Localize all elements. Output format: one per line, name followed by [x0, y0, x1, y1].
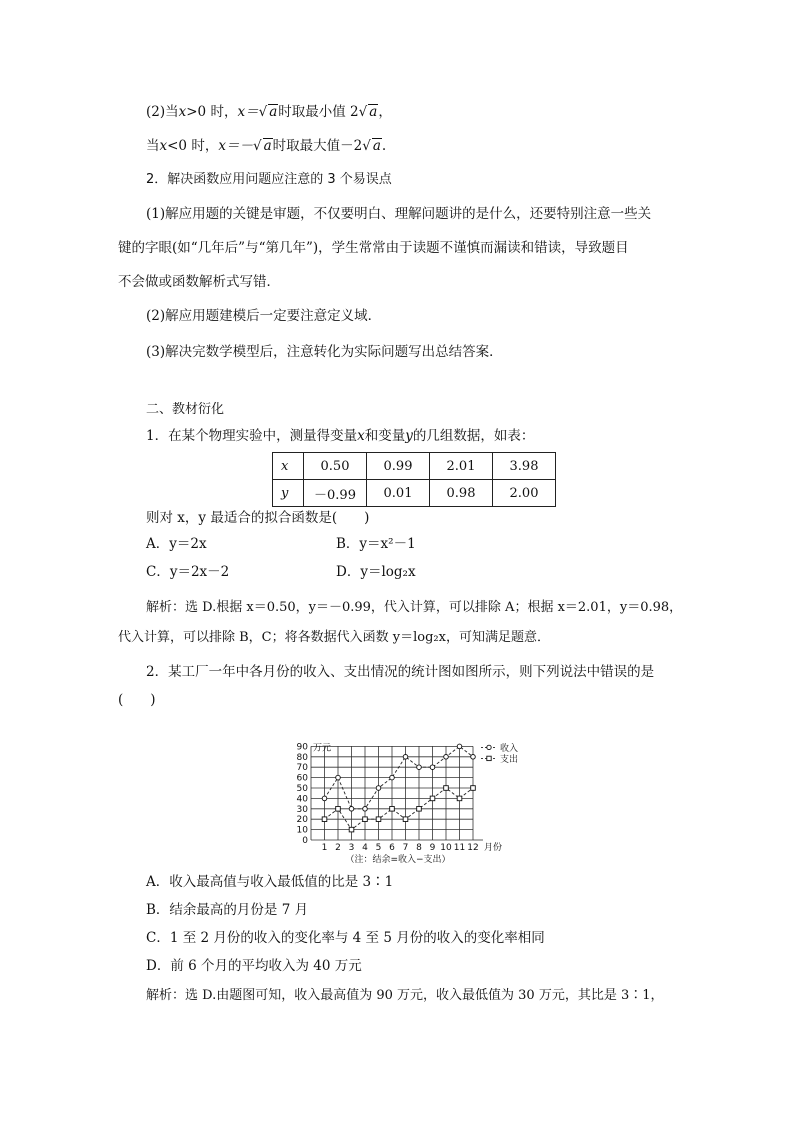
expense-point: [430, 796, 435, 801]
option-b: B．y＝x²－1: [336, 536, 416, 552]
item3-prefix: 当: [146, 138, 160, 154]
x-tick-label: 5: [375, 843, 382, 853]
question-1-stem: [146, 426, 684, 446]
legend-circle-marker: [487, 745, 491, 749]
legend-label: 支出: [500, 754, 519, 765]
option-d: D．y＝log₂x: [336, 564, 416, 580]
sqrt-sign: √: [252, 138, 262, 154]
legend-square-marker: [487, 756, 491, 760]
expense-point: [349, 827, 354, 832]
table-cell: 0.01: [367, 480, 430, 507]
question-1-solution-line-2: 代入计算，可以排除 B，C；将各数据代入函数 y＝log₂x，可知满足题意．: [118, 630, 550, 645]
q1-post: 的几组数据，如表：: [412, 428, 535, 444]
expense-point: [363, 817, 368, 822]
item2-end: ，: [378, 104, 392, 120]
y-tick-label: 30: [296, 804, 308, 815]
question-1-solution-line-1: 解析：选 D.根据 x＝0.50，y＝－0.99，代入计算，可以排除 A；根据 x＝2.01，y＝0.98，: [146, 600, 683, 615]
x-tick-label: 8: [416, 843, 422, 853]
x-tick-label: 1: [321, 843, 328, 853]
expense-point: [417, 807, 422, 812]
item3-root: a: [263, 138, 272, 154]
item3-eq: x＝－: [218, 138, 253, 154]
item2-line: [146, 102, 684, 122]
expense-point: [403, 817, 408, 822]
table-row: [273, 480, 556, 507]
income-point: [471, 755, 476, 760]
expense-point: [390, 807, 395, 812]
income-point: [403, 755, 408, 760]
expense-point: [376, 817, 381, 822]
item3-max-root: a: [372, 138, 381, 154]
income-point: [390, 775, 395, 780]
item2-var: x: [178, 104, 187, 120]
expense-point: [322, 817, 327, 822]
y-tick-label: 60: [296, 773, 308, 784]
income-point: [349, 807, 354, 812]
option-c: C．1 至 2 月份的收入的变化率与 4 至 5 月份的收入的变化率相同: [146, 930, 545, 946]
q1-pre: 1．在某个物理实验中，测量得变量: [146, 428, 358, 444]
section-heading-pitfalls: 2．解决函数应用问题应注意的 3 个易误点: [146, 172, 392, 187]
option-b: B．结余最高的月份是 7 月: [146, 902, 309, 918]
paragraph-1-line-2: 键的字眼(如“几年后”与“第几年”)，学生常常由于读题不谨慎而漏读和错读，导致题目: [118, 240, 629, 256]
table-cell: 2.00: [493, 480, 556, 507]
x-tick-label: 7: [402, 843, 409, 853]
sqrt-sign: √: [358, 104, 368, 120]
income-point: [376, 786, 381, 791]
item2-min-root: a: [369, 104, 378, 120]
item2-prefix: (2)当: [146, 104, 179, 120]
item2-mid: 时取最小值 2: [278, 104, 359, 120]
y-tick-label: 90: [296, 742, 308, 753]
expense-point: [336, 807, 341, 812]
expense-point: [444, 786, 449, 791]
option-c: C．y＝2x－2: [146, 564, 230, 580]
x-tick-label: 10: [440, 843, 452, 853]
table-row-label: x: [273, 453, 304, 480]
x-tick-label: 4: [362, 843, 368, 853]
data-table: [272, 452, 556, 507]
item3-var: x: [159, 138, 168, 154]
legend-label: 收入: [500, 743, 519, 754]
sqrt-sign: √: [258, 104, 268, 120]
item2-eq: x＝: [237, 104, 259, 120]
y-tick-label: 10: [296, 825, 308, 836]
income-point: [444, 755, 449, 760]
table-row: [273, 453, 556, 480]
section-heading-textbook: 二、教材衍化: [146, 402, 225, 417]
question-2-stem-line-1: 2．某工厂一年中各月份的收入、支出情况的统计图如图所示，则下列说法中错误的是: [146, 664, 655, 680]
option-a: A．收入最高值与收入最低值的比是 3∶1: [146, 874, 394, 890]
x-tick-label: 3: [348, 843, 355, 853]
y-tick-label: 20: [296, 815, 308, 826]
x-tick-label: 11: [453, 843, 466, 853]
chart-note: （注：结余=收入−支出）: [345, 855, 451, 865]
x-tick-label: 12: [467, 843, 479, 853]
income-point: [457, 744, 462, 749]
income-point: [430, 765, 435, 770]
item3-end: .: [381, 138, 387, 154]
income-point: [363, 807, 368, 812]
table-cell: 0.50: [304, 453, 367, 480]
y-axis-label: 万元: [313, 743, 332, 754]
x-tick-label: 2: [335, 843, 341, 853]
income-point: [336, 775, 341, 780]
y-tick-label: 70: [296, 763, 308, 774]
item2-cond: >0 时，: [186, 104, 238, 120]
question-2-stem-line-2: ( ): [118, 692, 156, 708]
table-cell: 0.98: [430, 480, 493, 507]
item3-cond: <0 时，: [167, 138, 219, 154]
x-axis-label: 月份: [484, 843, 503, 853]
table-cell: 0.99: [367, 453, 430, 480]
q1-var-x: x: [357, 428, 365, 444]
paragraph-2: (2)解应用题建模后一定要注意定义域．: [146, 308, 382, 324]
paragraph-1-line-3: 不会做或函数解析式写错．: [118, 274, 280, 290]
paragraph-3: (3)解决完数学模型后，注意转化为实际问题写出总结答案．: [146, 344, 503, 360]
item2-root: a: [269, 104, 278, 120]
y-tick-label: 0: [302, 836, 308, 846]
question-2-solution: 解析：选 D.由题图可知，收入最高值为 90 万元，收入最低值为 30 万元，其比是 3∶1，: [146, 988, 664, 1003]
option-a: A．y＝2x: [146, 536, 207, 552]
item3-line: [146, 136, 684, 156]
income-point: [417, 765, 422, 770]
y-tick-label: 50: [296, 784, 308, 794]
table-cell: －0.99: [304, 480, 367, 507]
sqrt-sign: √: [362, 138, 371, 154]
y-tick-label: 80: [296, 752, 308, 763]
x-tick-label: 6: [389, 843, 395, 853]
table-cell: 2.01: [430, 453, 493, 480]
table-row-label: y: [273, 480, 304, 507]
paragraph-1-line-1: (1)解应用题的关键是审题，不仅要明白、理解问题讲的是什么，还要特别注意一些关: [146, 206, 652, 222]
question-1-ask: 则对 x，y 最适合的拟合函数是( ): [146, 510, 370, 526]
table-cell: 3.98: [493, 453, 556, 480]
income-expense-chart: [285, 712, 535, 867]
q1-var-y: y: [405, 428, 413, 444]
x-tick-label: 9: [429, 843, 436, 853]
y-tick-label: 40: [296, 794, 308, 805]
q1-mid: 和变量: [364, 428, 406, 444]
income-point: [322, 796, 327, 801]
expense-point: [471, 786, 476, 791]
option-d: D．前 6 个月的平均收入为 40 万元: [146, 958, 362, 974]
item3-mid: 时取最大值－2: [272, 138, 363, 154]
expense-point: [457, 796, 462, 801]
